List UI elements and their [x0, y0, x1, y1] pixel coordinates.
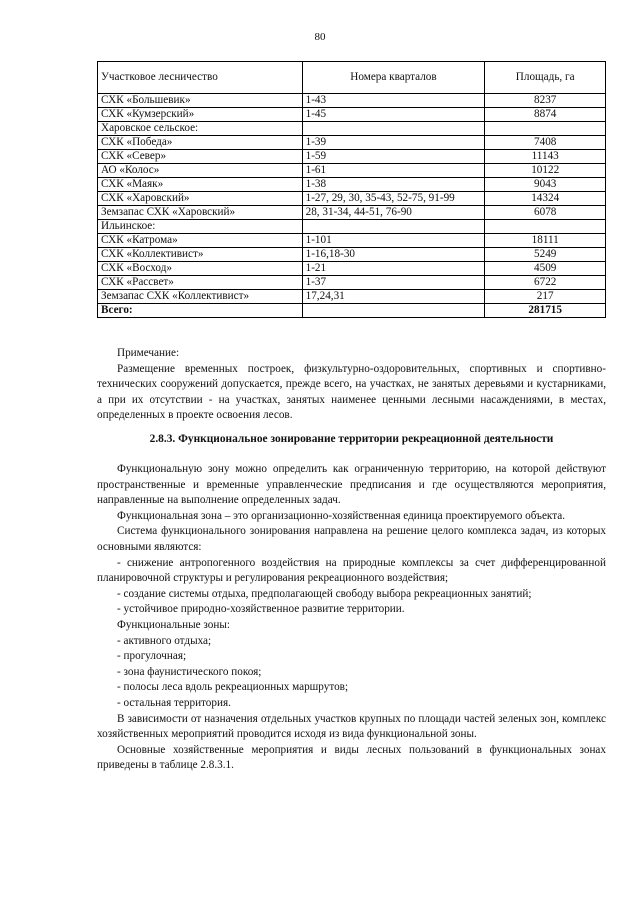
- cell-forestry: СХК «Кумзерский»: [98, 108, 303, 122]
- table-row: [98, 234, 606, 248]
- cell-quarters: 1-39: [302, 136, 485, 150]
- cell-area: 8874: [485, 108, 606, 122]
- cell-area: 6722: [485, 276, 606, 290]
- page-number: 80: [314, 31, 326, 43]
- list-item: - зона фаунистического покоя;: [117, 665, 262, 678]
- cell-quarters: 1-21: [302, 262, 485, 276]
- table-row: [98, 262, 606, 276]
- table-row: [98, 248, 606, 262]
- list-item: - прогулочная;: [117, 650, 187, 663]
- cell-total-label: Всего:: [98, 304, 303, 318]
- cell-quarters: [302, 304, 485, 318]
- cell-area: 281715: [485, 304, 606, 318]
- cell-quarters: 28, 31-34, 44-51, 76-90: [302, 206, 485, 220]
- table-row: [98, 290, 606, 304]
- column-header-forestry: Участковое лесничество: [98, 62, 303, 94]
- note-label: Примечание:: [117, 347, 180, 359]
- table-row: [98, 94, 606, 108]
- cell-area: 4509: [485, 262, 606, 276]
- table-row: [98, 122, 606, 136]
- cell-quarters: 1-45: [302, 108, 485, 122]
- cell-forestry: Харовское сельское:: [98, 122, 303, 136]
- section-body: [97, 462, 606, 774]
- cell-forestry: Ильинское:: [98, 220, 303, 234]
- cell-forestry: СХК «Маяк»: [98, 178, 303, 192]
- cell-area: 8237: [485, 94, 606, 108]
- cell-area: 217: [485, 290, 606, 304]
- list-item: - остальная территория.: [117, 696, 231, 709]
- cell-area: 9043: [485, 178, 606, 192]
- cell-forestry: СХК «Победа»: [98, 136, 303, 150]
- cell-quarters: 17,24,31: [302, 290, 485, 304]
- cell-area: 6078: [485, 206, 606, 220]
- cell-forestry: СХК «Восход»: [98, 262, 303, 276]
- cell-area: 5249: [485, 248, 606, 262]
- list-item: - снижение антропогенного воздействия на природные комплексы за счет дифференцированной планировочной структуры и регулирования рекреационного воздействия;: [97, 556, 606, 585]
- paragraph: Функциональные зоны:: [117, 618, 230, 631]
- cell-quarters: 1-27, 29, 30, 35-43, 52-75, 91-99: [302, 192, 485, 206]
- forestry-table: [97, 61, 606, 318]
- cell-area: 7408: [485, 136, 606, 150]
- cell-area: 14324: [485, 192, 606, 206]
- note-text: Размещение временных построек, физкультурно-оздоровительных, спортивных и спортивно-технических сооружений допускается, прежде всего, на участках, не занятых деревьями и кустарниками, а при их отсутствии - на участках, занятых наименее ценными лесными насаждениями, в местах, определенных в проекте освоения лесов.: [97, 362, 606, 422]
- cell-area: [485, 122, 606, 136]
- list-item: - создание системы отдыха, предполагающей свободу выбора рекреационных занятий;: [117, 587, 532, 600]
- note-block: [97, 346, 606, 424]
- section-heading: 2.8.3. Функциональное зонирование территории рекреационной деятельности: [149, 433, 554, 445]
- table-total-row: [98, 304, 606, 318]
- table-row: [98, 220, 606, 234]
- cell-forestry: СХК «Север»: [98, 150, 303, 164]
- cell-quarters: 1-38: [302, 178, 485, 192]
- paragraph: Система функционального зонирования направлена на решение целого комплекса задач, из которых основными являются:: [97, 525, 606, 553]
- table-row: [98, 150, 606, 164]
- cell-quarters: 1-16,18-30: [302, 248, 485, 262]
- table-row: [98, 108, 606, 122]
- cell-forestry: СХК «Большевик»: [98, 94, 303, 108]
- cell-forestry: Земзапас СХК «Харовский»: [98, 206, 303, 220]
- table-row: [98, 178, 606, 192]
- list-item: - активного отдыха;: [117, 634, 212, 647]
- cell-quarters: [302, 122, 485, 136]
- table-row: [98, 136, 606, 150]
- paragraph: Основные хозяйственные мероприятия и виды лесных пользований в функциональных зонах приведены в таблице 2.8.3.1.: [97, 743, 606, 772]
- cell-area: 10122: [485, 164, 606, 178]
- cell-forestry: СХК «Катрома»: [98, 234, 303, 248]
- cell-area: 18111: [485, 234, 606, 248]
- cell-area: 11143: [485, 150, 606, 164]
- cell-quarters: 1-61: [302, 164, 485, 178]
- paragraph: Функциональную зону можно определить как ограниченную территорию, на которой действуют пространственные и временные управленческие предписания и где осуществляются мероприятия, направленные на выполнение определенных задач.: [97, 463, 606, 507]
- table-body: [98, 94, 606, 318]
- column-header-area: Площадь, га: [485, 62, 606, 94]
- cell-quarters: 1-43: [302, 94, 485, 108]
- cell-area: [485, 220, 606, 234]
- table-row: [98, 276, 606, 290]
- cell-quarters: 1-101: [302, 234, 485, 248]
- list-item: - полосы леса вдоль рекреационных маршрутов;: [117, 681, 349, 694]
- table-row: [98, 192, 606, 206]
- cell-forestry: СХК «Харовский»: [98, 192, 303, 206]
- cell-forestry: АО «Колос»: [98, 164, 303, 178]
- table-row: [98, 206, 606, 220]
- cell-forestry: СХК «Рассвет»: [98, 276, 303, 290]
- list-item: - устойчивое природно-хозяйственное развитие территории.: [117, 603, 405, 616]
- column-header-quarters: Номера кварталов: [302, 62, 485, 94]
- cell-forestry: СХК «Коллективист»: [98, 248, 303, 262]
- paragraph: В зависимости от назначения отдельных участков крупных по площади частей зеленых зон, комплекс хозяйственных мероприятий проводится исходя из вида функциональной зоны.: [97, 712, 606, 741]
- cell-forestry: Земзапас СХК «Коллективист»: [98, 290, 303, 304]
- table-header-row: [98, 62, 606, 94]
- paragraph: Функциональная зона – это организационно-хозяйственная единица проектируемого объекта.: [117, 509, 565, 522]
- cell-quarters: [302, 220, 485, 234]
- cell-quarters: 1-37: [302, 276, 485, 290]
- cell-quarters: 1-59: [302, 150, 485, 164]
- table-row: [98, 164, 606, 178]
